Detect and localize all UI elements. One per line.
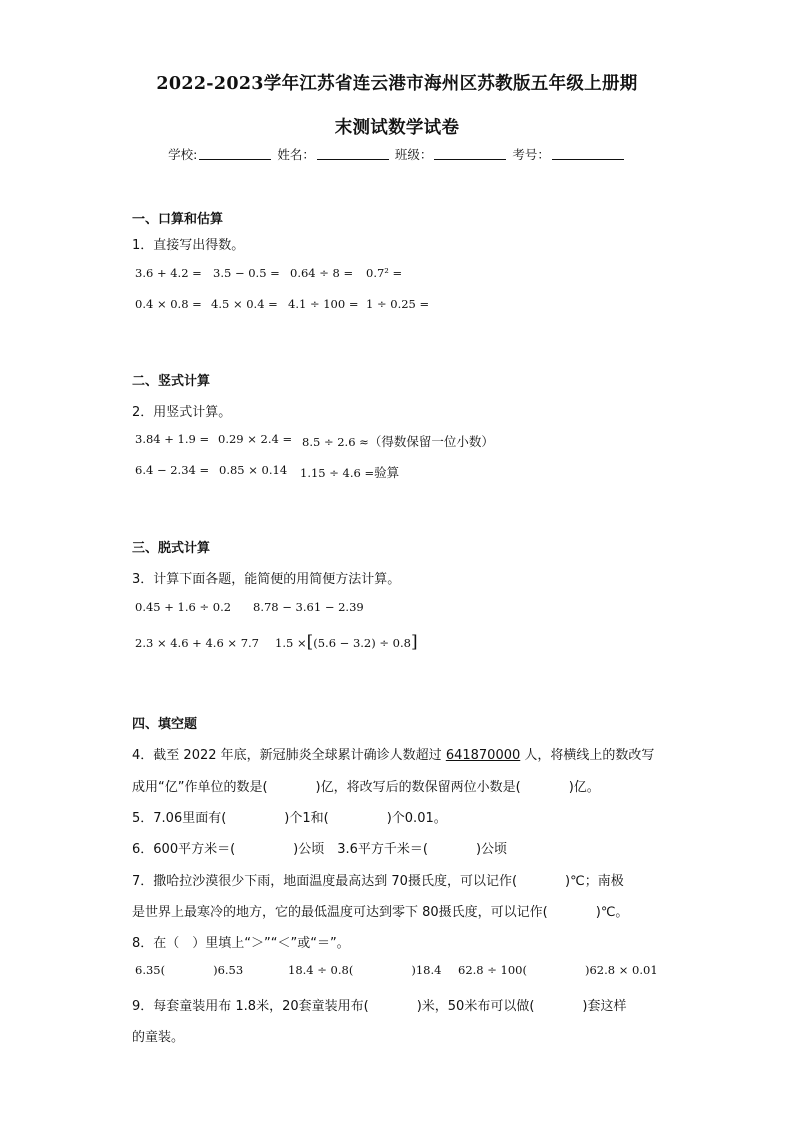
q3-expr: 2.3 × 4.6 + 4.6 × 7.7 [135,636,259,650]
student-info-row [0,145,794,163]
q1-stem: 1．直接写出得数。 [132,238,245,253]
q6-line: 6．600平方米＝( )公顷 3.6平方千米＝( )公顷 [132,842,508,857]
q2-expr: 0.85 × 0.14 [219,463,288,477]
q4-line-1: 4．截至 2022 年底，新冠肺炎全球累计确诊人数超过 641870000 人，将横线上的数改写 [132,748,655,763]
q4-underlined-number: 641870000 [445,748,521,763]
q3-stem: 3．计算下面各题，能简便的用简便方法计算。 [132,572,401,587]
q8-stem: 8．在（ ）里填上“＞”“＜”或“＝”。 [132,936,350,951]
q1-expr: 1 ÷ 0.25 = [366,297,430,311]
number-blank[interactable] [552,147,624,160]
q9-line-2: 的童装。 [132,1030,185,1045]
q9-line-1: 9．每套童装用布 1.8米，20套童装用布( )米，50米布可以做( )套这样 [132,999,627,1014]
number-label: 考号： [512,147,550,162]
q8-compare: 62.8 ÷ 100( )62.8 × 0.01 [458,963,658,977]
q1-expr: 3.5 − 0.5 = [213,266,280,280]
q3-expr: 8.78 − 3.61 − 2.39 [253,600,364,614]
q3-expr: 1.5 ×[(5.6 − 3.2) ÷ 0.8] [275,632,418,652]
exam-title-line-1: 2022-2023学年江苏省连云港市海州区苏教版五年级上册期 [156,74,638,94]
q8-compare: 18.4 ÷ 0.8( )18.4 [288,963,442,977]
q2-expr: 0.29 × 2.4 = [218,432,293,446]
school-blank[interactable] [199,147,271,160]
q1-expr: 0.64 ÷ 8 = [290,266,354,280]
q2-expr: 8.5 ÷ 2.6 ≈（得数保留一位小数） [302,434,494,449]
q2-expr: 6.4 − 2.34 = [135,463,210,477]
q1-expr: 4.5 × 0.4 = [211,297,278,311]
q1-expr: 0.4 × 0.8 = [135,297,202,311]
q1-expr: 4.1 ÷ 100 = [288,297,359,311]
section-2-heading: 二、竖式计算 [132,374,211,389]
q5-line: 5．7.06里面有( )个1和( )个0.01。 [132,811,447,826]
section-4-heading: 四、填空题 [132,717,198,732]
name-label: 姓名： [277,147,315,162]
q7-line-2: 是世界上最寒冷的地方，它的最低温度可达到零下 80摄氏度，可以记作( )℃。 [132,905,629,920]
q2-stem: 2．用竖式计算。 [132,405,232,420]
q7-line-1: 7．撒哈拉沙漠很少下雨，地面温度最高达到 70摄氏度，可以记作( )℃；南极 [132,874,624,889]
q1-expr: 0.7² = [366,266,403,280]
q8-compare: 6.35( )6.53 [135,963,244,977]
name-blank[interactable] [317,147,389,160]
section-1-heading: 一、口算和估算 [132,212,224,227]
class-blank[interactable] [434,147,506,160]
section-3-heading: 三、脱式计算 [132,541,211,556]
q1-expr: 3.6 + 4.2 = [135,266,202,280]
exam-title-line-2: 末测试数学试卷 [334,118,460,138]
q2-note: （得数保留一位小数） [368,434,494,449]
q2-expr: 1.15 ÷ 4.6 =验算 [300,465,400,480]
q2-check-label: 验算 [374,465,400,480]
q4-line-2: 成用“亿”作单位的数是( )亿，将改写后的数保留两位小数是( )亿。 [132,780,600,795]
school-label: 学校: [168,147,198,162]
class-label: 班级： [394,147,433,162]
q2-expr: 3.84 + 1.9 = [135,432,210,446]
q3-expr: 0.45 + 1.6 ÷ 0.2 [135,600,232,614]
